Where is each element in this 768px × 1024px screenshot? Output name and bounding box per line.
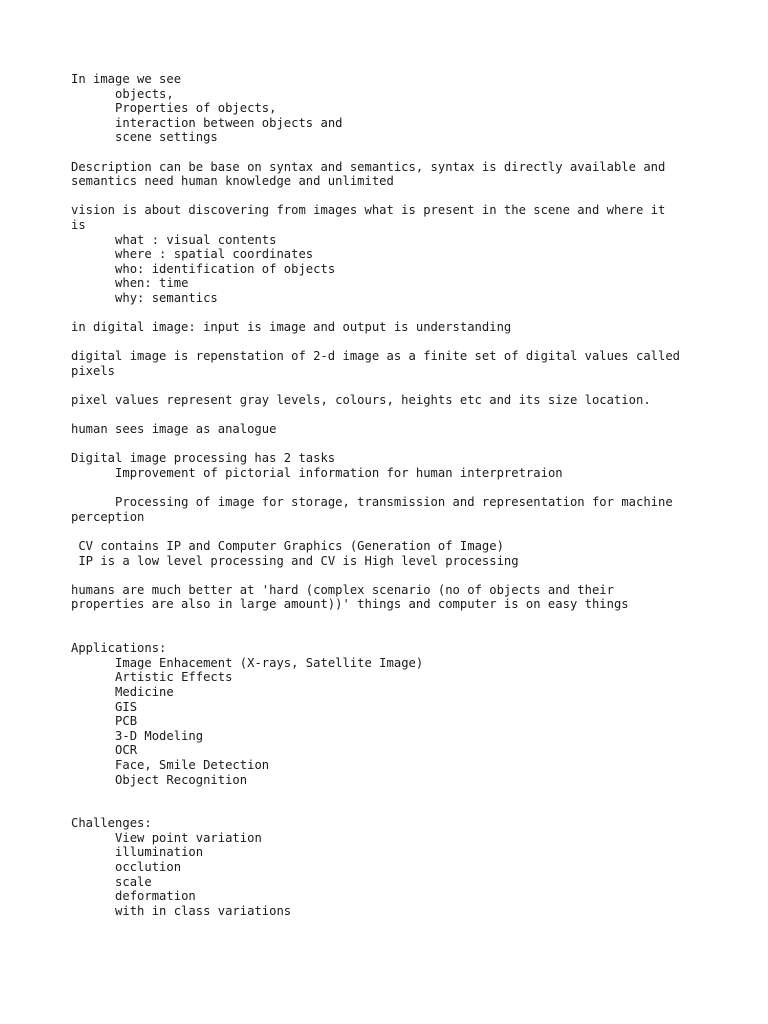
text-line: GIS	[71, 699, 138, 714]
blank-line	[71, 378, 711, 393]
text-line: IP is a low level processing and CV is High level processing	[71, 553, 519, 568]
text-line: humans are much better at 'hard (complex scenario (no of objects and their	[71, 582, 614, 597]
text-line: Artistic Effects	[71, 670, 233, 685]
text-line: Face, Smile Detection	[71, 757, 270, 772]
text-line: Image Enhacement (X-rays, Satellite Image)	[71, 655, 424, 670]
text-line: is	[71, 217, 86, 232]
text-line: PCB	[71, 714, 138, 729]
text-line: In image we see	[71, 72, 182, 86]
text-line: who: identification of objects	[71, 261, 336, 276]
text-line: why: semantics	[71, 290, 218, 305]
blank-line	[71, 408, 711, 423]
text-line: 3-D Modeling	[71, 728, 204, 743]
text-line: Digital image processing has 2 tasks	[71, 451, 336, 466]
text-line: Description can be base on syntax and semantics, syntax is directly available and	[71, 159, 666, 174]
text-line: objects,	[71, 86, 174, 101]
text-line: illumination	[71, 845, 204, 860]
text-line: semantics need human knowledge and unlimited	[71, 174, 394, 189]
text-line: vision is about discovering from images what is present in the scene and where it	[71, 203, 666, 218]
text-line: when: time	[71, 276, 189, 291]
text-line: where : spatial coordinates	[71, 247, 314, 262]
text-line: human sees image as analogue	[71, 422, 277, 437]
text-line: in digital image: input is image and output is understanding	[71, 320, 512, 335]
blank-line	[71, 335, 711, 350]
text-line: Improvement of pictorial information for human interpretraion	[71, 466, 563, 481]
text-line: digital image is repenstation of 2-d image as a finite set of digital values called	[71, 349, 681, 364]
blank-line	[71, 787, 711, 802]
text-line: pixels	[71, 363, 116, 378]
text-line: Processing of image for storage, transmission and representation for machine	[71, 495, 673, 510]
text-line: deformation	[71, 889, 196, 904]
text-line: properties are also in large amount))' things and computer is on easy things	[71, 597, 629, 612]
blank-line	[71, 437, 711, 452]
blank-line	[71, 481, 711, 496]
text-line: occlution	[71, 860, 182, 875]
blank-line	[71, 568, 711, 583]
text-line: Properties of objects,	[71, 101, 277, 116]
blank-line	[71, 306, 711, 321]
blank-line	[71, 524, 711, 539]
text-line: Object Recognition	[71, 772, 248, 787]
text-line: OCR	[71, 743, 138, 758]
document-body	[71, 72, 711, 918]
text-line: pixel values represent gray levels, colours, heights etc and its size location.	[71, 393, 651, 408]
blank-line	[71, 802, 711, 817]
text-line: Applications:	[71, 641, 167, 656]
text-line: scale	[71, 874, 152, 889]
text-line: with in class variations	[71, 903, 292, 918]
blank-line	[71, 145, 711, 160]
text-line: Challenges:	[71, 816, 152, 831]
text-line: perception	[71, 509, 145, 524]
text-line: View point variation	[71, 830, 262, 845]
text-line: scene settings	[71, 130, 218, 145]
text-line: Medicine	[71, 684, 174, 699]
text-line: what : visual contents	[71, 232, 277, 247]
text-line: interaction between objects and	[71, 115, 343, 130]
text-line: CV contains IP and Computer Graphics (Generation of Image)	[71, 539, 504, 553]
blank-line	[71, 612, 711, 627]
blank-line	[71, 189, 711, 204]
blank-line	[71, 627, 711, 642]
